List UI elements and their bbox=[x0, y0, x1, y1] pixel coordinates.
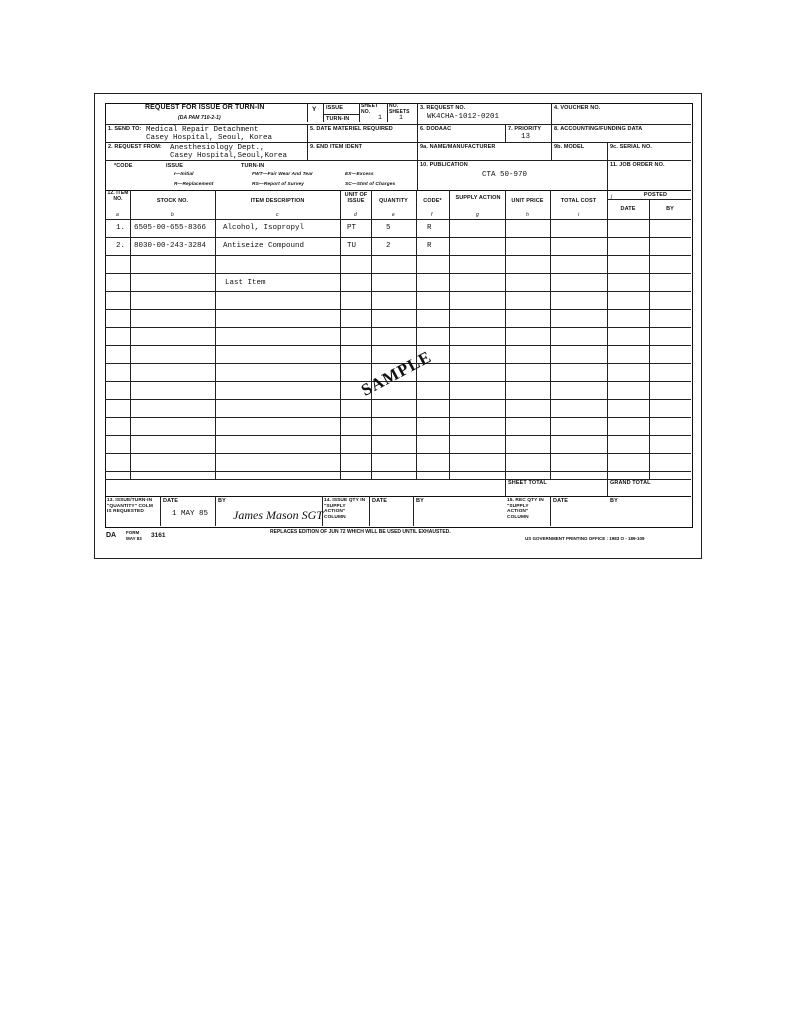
priority-value: 13 bbox=[521, 133, 531, 141]
dodaac-label: 6. DODAAC bbox=[420, 126, 452, 132]
priority-label: 7. PRIORITY bbox=[508, 126, 542, 132]
last-item-text: Last Item bbox=[225, 279, 266, 287]
row2-quantity: 2 bbox=[386, 242, 391, 250]
block15-date-label: DATE bbox=[553, 498, 568, 504]
col-quantity: QUANTITY bbox=[379, 198, 408, 204]
block15-label: 15. REC QTY IN "SUPPLY ACTION" COLUMN bbox=[507, 498, 544, 520]
sheet-no-value: 1 bbox=[378, 114, 382, 121]
col-letter-h: h bbox=[526, 212, 529, 218]
row1-stock-no: 6505-00-655-8366 bbox=[134, 224, 207, 232]
issue-check-mark: Y bbox=[312, 106, 317, 113]
block15-by-label: BY bbox=[610, 498, 618, 504]
code-issue-heading: ISSUE bbox=[166, 163, 184, 169]
sample-watermark: SAMPLE bbox=[358, 346, 435, 400]
row2-stock-no: 8030-00-243-3284 bbox=[134, 242, 207, 250]
row1-code: R bbox=[427, 224, 432, 232]
col-letter-g: g bbox=[476, 212, 479, 218]
accounting-label: 8. ACCOUNTING/FUNDING DATA bbox=[554, 126, 643, 132]
publication-value: CTA 50-970 bbox=[482, 171, 528, 179]
request-from-line1: Anesthesiology Dept., bbox=[170, 144, 265, 152]
col-supply-action: SUPPLY ACTION bbox=[455, 195, 501, 201]
form-word: FORM bbox=[126, 530, 140, 535]
issue-label: ISSUE bbox=[326, 105, 344, 111]
row2-code: R bbox=[427, 242, 432, 250]
row1-quantity: 5 bbox=[386, 224, 391, 232]
form-frame bbox=[105, 103, 693, 528]
signature: James Mason SGT bbox=[233, 508, 323, 522]
col-unit-issue: UNIT OF ISSUE bbox=[344, 192, 368, 204]
form-number: 3161 bbox=[151, 532, 166, 539]
code-report-survey: RS—Report of Survey bbox=[252, 182, 305, 187]
da-label: DA bbox=[106, 532, 117, 539]
block14-by-label: BY bbox=[416, 498, 424, 504]
turnin-label: TURN-IN bbox=[326, 116, 350, 122]
request-no-label: 3. REQUEST NO. bbox=[420, 105, 466, 111]
block13-date-value: 1 MAY 85 bbox=[172, 510, 209, 518]
code-fair-wear: FWT—Fair Wear And Tear bbox=[252, 172, 313, 177]
send-to-line1: Medical Repair Detachment bbox=[146, 126, 259, 134]
send-to-line2: Casey Hospital, Seoul, Korea bbox=[146, 134, 273, 142]
col-code: CODE* bbox=[423, 198, 442, 204]
row2-item-no: 2. bbox=[116, 242, 126, 250]
date-materiel-label: 5. DATE MATERIEL REQUIRED bbox=[310, 126, 393, 132]
col-letter-e: e bbox=[392, 212, 395, 218]
code-turnin-heading: TURN-IN bbox=[241, 163, 265, 169]
no-sheets-value: 1 bbox=[399, 114, 403, 121]
serial-label: 9c. SERIAL NO. bbox=[610, 144, 652, 150]
col-letter-b: b bbox=[171, 212, 174, 218]
publication-label: 10. PUBLICATION bbox=[420, 162, 468, 168]
block14-label: 14. ISSUE QTY IN "SUPPLY ACTION" COLUMN bbox=[324, 498, 366, 520]
block13-label: 13. ISSUE/TURN-IN "QUANTITY" COLM IS REQUESTED bbox=[107, 498, 154, 514]
col-letter-c: c bbox=[276, 212, 279, 218]
send-to-label: 1. SEND TO: bbox=[108, 126, 142, 132]
col-date: DATE bbox=[620, 206, 636, 212]
col-letter-f: f bbox=[431, 212, 433, 218]
form-title: REQUEST FOR ISSUE OR TURN-IN bbox=[145, 104, 265, 111]
col-letter-i: i bbox=[578, 212, 580, 218]
sheet-no-label: SHEET NO. bbox=[361, 103, 379, 115]
col-letter-j: j bbox=[611, 194, 613, 200]
request-no-value: WK4CHA-1012-0201 bbox=[427, 113, 500, 121]
row2-description: Antiseize Compound bbox=[223, 242, 305, 250]
block13-date-label: DATE bbox=[163, 498, 178, 504]
request-from-label: 2. REQUEST FROM: bbox=[108, 144, 162, 150]
no-sheets-label: NO. SHEETS bbox=[389, 103, 410, 115]
col-total-cost: TOTAL COST bbox=[560, 198, 597, 204]
grand-total-label: GRAND TOTAL bbox=[610, 480, 651, 486]
col-item-no: 12. ITEM NO. bbox=[107, 190, 129, 202]
row2-unit: TU bbox=[347, 242, 357, 250]
block13-by-label: BY bbox=[218, 498, 226, 504]
form-date: MAY 83 bbox=[126, 536, 142, 541]
replaces-note: REPLACES EDITION OF JUN 72 WHICH WILL BE USED UNTIL EXHAUSTED. bbox=[270, 529, 451, 535]
model-label: 9b. MODEL bbox=[554, 144, 585, 150]
col-stock-no: STOCK NO. bbox=[156, 198, 189, 204]
col-unit-price: UNIT PRICE bbox=[511, 198, 544, 204]
end-item-label: 9. END ITEM IDENT bbox=[310, 144, 363, 150]
request-from-line2: Casey Hospital,Seoul,Korea bbox=[170, 152, 288, 160]
code-initial: I—Initial bbox=[174, 172, 194, 177]
name-mfr-label: 9a. NAME/MANUFACTURER bbox=[420, 144, 496, 150]
col-by: BY bbox=[666, 206, 674, 212]
col-letter-a: a bbox=[116, 212, 119, 218]
code-label: *CODE bbox=[114, 163, 133, 169]
block14-date-label: DATE bbox=[372, 498, 387, 504]
row1-item-no: 1. bbox=[116, 224, 126, 232]
job-order-label: 11. JOB ORDER NO. bbox=[610, 162, 665, 168]
col-item-desc: ITEM DESCRIPTION bbox=[250, 198, 305, 204]
code-stmt-charges: SC—Stmt of Charges bbox=[345, 182, 396, 187]
code-excess: EX—Excess bbox=[345, 172, 374, 177]
col-letter-d: d bbox=[354, 212, 357, 218]
code-replacement: R—Replacement bbox=[174, 182, 214, 187]
sheet-total-label: SHEET TOTAL bbox=[508, 480, 547, 486]
row1-description: Alcohol, Isopropyl bbox=[223, 224, 305, 232]
gpo-note: US GOVERNMENT PRINTING OFFICE : 1983 O - 189-109 bbox=[525, 536, 645, 541]
form-subtitle: (DA PAM 710-2-1) bbox=[178, 115, 221, 121]
row1-unit: PT bbox=[347, 224, 357, 232]
voucher-no-label: 4. VOUCHER NO. bbox=[554, 105, 601, 111]
col-posted: POSTED bbox=[643, 192, 668, 198]
